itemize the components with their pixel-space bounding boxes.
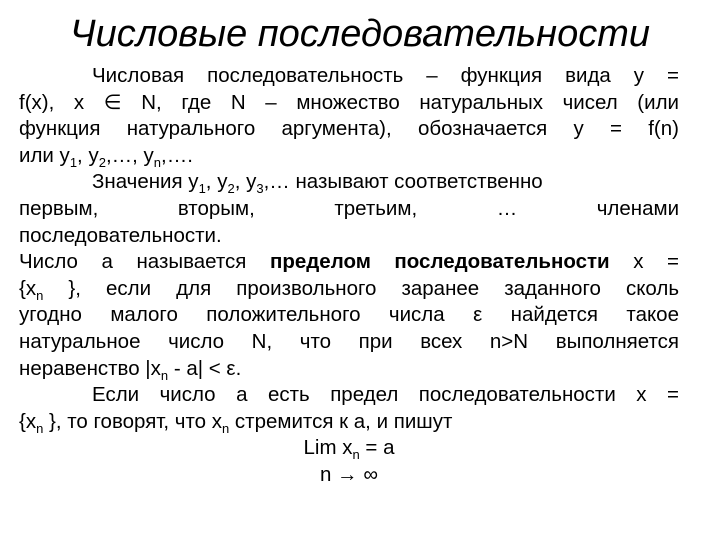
limit-condition: n → ∞: [320, 462, 378, 486]
p1-line-4-a: или y: [19, 143, 70, 167]
slide-title: Числовые последовательности: [69, 13, 650, 55]
p3-line-4: натуральное число N, что при всех n>N выполняется: [19, 329, 679, 353]
p2-word-5: членами: [596, 196, 680, 220]
p3-line-2-a: {x: [19, 276, 37, 300]
p3-line-1-a: Число a называется: [19, 250, 270, 274]
p2-line-1: [19, 169, 679, 196]
subscript-n: n: [352, 447, 360, 463]
subscript-n: n: [222, 420, 230, 436]
subscript-n: n: [36, 420, 44, 436]
subscript-1: 1: [69, 154, 78, 170]
subscript-n: n: [36, 287, 44, 303]
subscript-2: 2: [227, 181, 235, 197]
p2-word-4: …: [496, 196, 518, 220]
p3-line-2-b: }, если для произвольного заранее заданного сколь: [43, 276, 679, 300]
p2-line-1-a: Значения y: [92, 170, 199, 194]
p1-line-4-c: ,…, y: [105, 143, 154, 167]
subscript-n: n: [153, 154, 162, 170]
p3-line-1-c: x =: [609, 250, 679, 274]
p2-line-3: последовательности.: [19, 223, 222, 247]
p4-line-2: [19, 409, 679, 436]
p3-line-5-b: - a| < ε.: [168, 356, 242, 380]
p1-line-3: функция натурального аргумента), обозначается y = f(n): [19, 117, 679, 141]
subscript-3: 3: [256, 181, 264, 197]
subscript-1: 1: [198, 181, 206, 197]
limit-formula: [19, 435, 679, 462]
p2-line-2: [19, 196, 679, 223]
p2-line-1-c: , y: [234, 170, 257, 194]
limit-formula-b: = a: [359, 436, 395, 460]
p3-line-3: угодно малого положительного числа ε найдется такое: [19, 303, 679, 327]
subscript-n: n: [160, 367, 169, 383]
p1-line-2: f(x), x ∈ N, где N – множество натуральных чисел (или: [19, 90, 679, 114]
p1-line-4-b: , y: [77, 143, 99, 167]
p3-line-2: [19, 276, 679, 303]
p2-line-1-b: , y: [205, 170, 228, 194]
p2-line-1-d: ,… называют соответственно: [263, 170, 543, 194]
slide-body: [19, 63, 679, 489]
p4-line-1: Если число a есть предел последовательности x =: [92, 383, 679, 407]
p3-line-5-a: неравенство |x: [19, 356, 161, 380]
p1-line-1: Числовая последовательность – функция вида y =: [92, 64, 679, 87]
p4-line-2-b: }, то говорят, что x: [43, 409, 222, 433]
limit-formula-a: Lim x: [303, 436, 353, 460]
p1-line-4: [19, 143, 679, 170]
p2-word-1: первым,: [19, 196, 99, 220]
p4-line-2-c: стремится к a, и пишут: [229, 409, 453, 433]
p3-line-5: [19, 356, 679, 383]
p2-word-2: вторым,: [177, 196, 255, 220]
p2-word-3: третьим,: [334, 196, 418, 220]
subscript-2: 2: [98, 154, 106, 170]
p1-line-4-d: ,….: [161, 143, 193, 167]
definition-term: пределом последовательности: [269, 250, 610, 274]
p4-line-2-a: {x: [19, 409, 37, 433]
p3-line-1: [19, 249, 679, 276]
